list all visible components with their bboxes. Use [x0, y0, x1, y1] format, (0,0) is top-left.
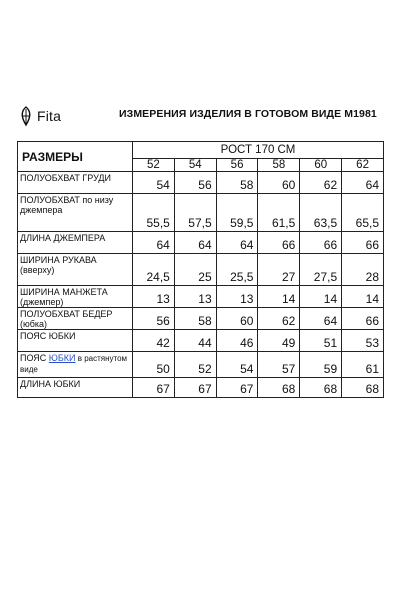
cell-value: 62: [258, 308, 300, 330]
size-header-cell: 54: [174, 159, 216, 172]
table-row: [18, 254, 384, 286]
cell-value: 52: [174, 352, 216, 378]
cell-value: 68: [300, 378, 342, 398]
table-row: [18, 352, 384, 378]
cell-value: 42: [133, 330, 175, 352]
document-header: [17, 104, 387, 128]
cell-value: 53: [342, 330, 384, 352]
cell-value: 59: [300, 352, 342, 378]
cell-value: 25: [174, 254, 216, 286]
size-header-cell: 56: [216, 159, 258, 172]
row-label: ПОЯС ЮБКИ: [18, 330, 133, 352]
cell-value: 54: [133, 172, 175, 194]
cell-value: 46: [216, 330, 258, 352]
table-row: [18, 286, 384, 308]
brand-logo: [17, 104, 61, 128]
cell-value: 68: [342, 378, 384, 398]
cell-value: 64: [342, 172, 384, 194]
row-label-suffix: в растянутом виде: [20, 354, 128, 374]
cell-value: 56: [174, 172, 216, 194]
brand-name: Fita: [37, 108, 62, 124]
row-label-prefix: ПОЯС: [20, 353, 49, 363]
row-label: ДЛИНА ДЖЕМПЕРА: [18, 232, 133, 254]
row-label: ШИРИНА РУКАВА (вверху): [18, 254, 133, 286]
size-header-cell: 60: [300, 159, 342, 172]
cell-value: 49: [258, 330, 300, 352]
cell-value: 66: [258, 232, 300, 254]
cell-value: 13: [174, 286, 216, 308]
cell-value: 66: [342, 232, 384, 254]
cell-value: 57,5: [174, 194, 216, 232]
cell-value: 68: [258, 378, 300, 398]
row-label: ПОЛУОБХВАТ по низу джемпера: [18, 194, 133, 232]
size-header-cell: 62: [342, 159, 384, 172]
table-header-row: [18, 142, 384, 159]
cell-value: 55,5: [133, 194, 175, 232]
cell-value: 64: [133, 232, 175, 254]
cell-value: 67: [216, 378, 258, 398]
table-row: [18, 378, 384, 398]
cell-value: 64: [300, 308, 342, 330]
cell-value: 63,5: [300, 194, 342, 232]
table-row: [18, 194, 384, 232]
size-header-cell: 52: [133, 159, 175, 172]
row-label-link[interactable]: ЮБКИ: [48, 353, 76, 363]
cell-value: 24,5: [133, 254, 175, 286]
cell-value: 67: [174, 378, 216, 398]
cell-value: 60: [258, 172, 300, 194]
cell-value: 57: [258, 352, 300, 378]
size-chart-table: [17, 141, 384, 398]
cell-value: 14: [258, 286, 300, 308]
size-header-cell: 58: [258, 159, 300, 172]
sizes-header: РАЗМЕРЫ: [18, 142, 133, 172]
table-row: [18, 232, 384, 254]
cell-value: 13: [133, 286, 175, 308]
cell-value: 66: [300, 232, 342, 254]
cell-value: 61,5: [258, 194, 300, 232]
row-label: ШИРИНА МАНЖЕТА (джемпер): [18, 286, 133, 308]
row-label: [18, 352, 133, 378]
cell-value: 58: [216, 172, 258, 194]
cell-value: 66: [342, 308, 384, 330]
cell-value: 14: [300, 286, 342, 308]
cell-value: 67: [133, 378, 175, 398]
row-label: ПОЛУОБХВАТ ГРУДИ: [18, 172, 133, 194]
cell-value: 27: [258, 254, 300, 286]
cell-value: 51: [300, 330, 342, 352]
cell-value: 58: [174, 308, 216, 330]
row-label: ПОЛУОБХВАТ БЕДЕР (юбка): [18, 308, 133, 330]
leaf-icon: [17, 105, 35, 127]
cell-value: 13: [216, 286, 258, 308]
cell-value: 60: [216, 308, 258, 330]
table-row: [18, 172, 384, 194]
cell-value: 27,5: [300, 254, 342, 286]
cell-value: 59,5: [216, 194, 258, 232]
cell-value: 50: [133, 352, 175, 378]
cell-value: 64: [216, 232, 258, 254]
cell-value: 25,5: [216, 254, 258, 286]
row-label: ДЛИНА ЮБКИ: [18, 378, 133, 398]
cell-value: 61: [342, 352, 384, 378]
cell-value: 14: [342, 286, 384, 308]
cell-value: 56: [133, 308, 175, 330]
cell-value: 54: [216, 352, 258, 378]
table-row: [18, 308, 384, 330]
page-title: ИЗМЕРЕНИЯ ИЗДЕЛИЯ В ГОТОВОМ ВИДЕ М1981: [119, 108, 377, 120]
cell-value: 44: [174, 330, 216, 352]
height-header: РОСТ 170 СМ: [133, 142, 384, 159]
cell-value: 65,5: [342, 194, 384, 232]
cell-value: 28: [342, 254, 384, 286]
table-row: [18, 330, 384, 352]
cell-value: 64: [174, 232, 216, 254]
cell-value: 62: [300, 172, 342, 194]
